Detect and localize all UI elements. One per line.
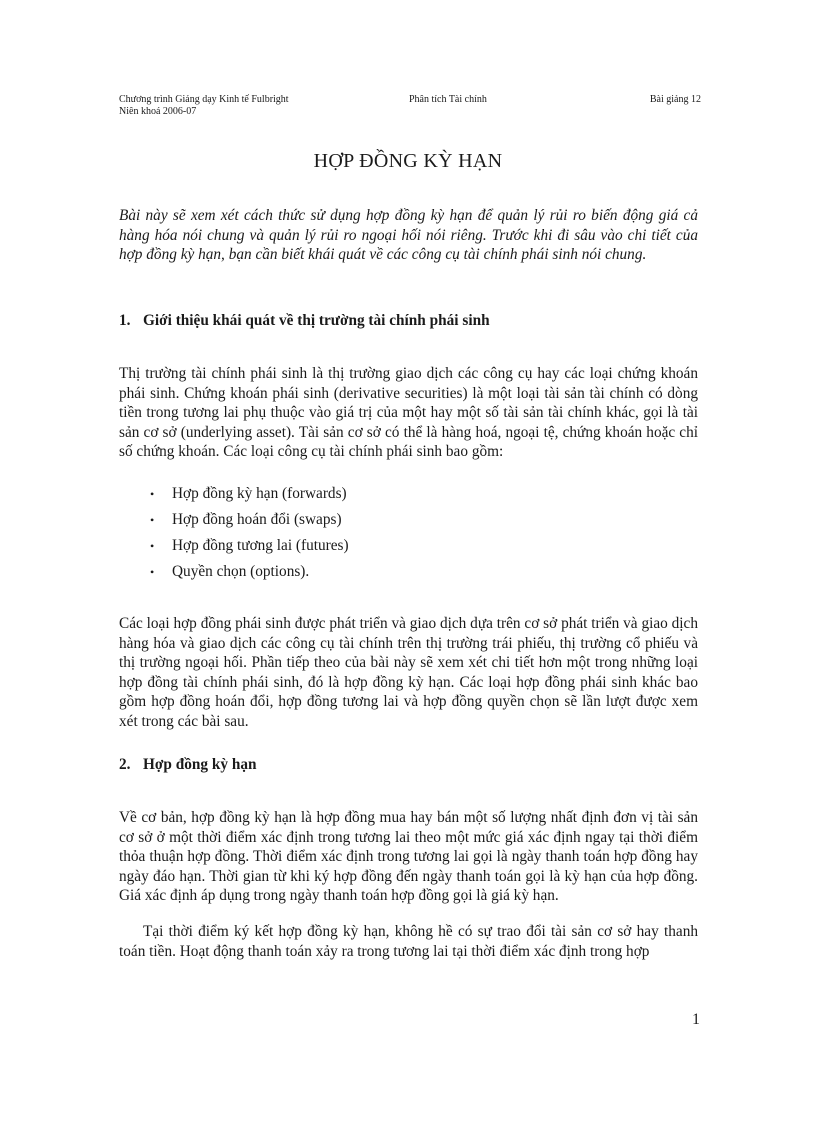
section-2-paragraph-2: Tại thời điểm ký kết hợp đồng kỳ hạn, không hề có sự trao đổi tài sản cơ sở hay thanh toán tiền. Hoạt động thanh toán xảy ra trong tương lai tại thời điểm xác định trong hợp — [119, 923, 698, 960]
bullet-icon: • — [150, 565, 155, 579]
abstract: Bài này sẽ xem xét cách thức sử dụng hợp đồng kỳ hạn để quản lý rủi ro biến động giá cả hàng hóa nói chung và quản lý rủi ro ngoại hối nói riêng. Trước khi đi sâu vào chi tiết của hợp đồng kỳ hạn, bạn cần biết khái quát về các công cụ tài chính phái sinh nói chung. — [119, 207, 698, 264]
section-1-paragraph-2: Các loại hợp đồng phái sinh được phát triển và giao dịch dựa trên cơ sở phát triển và giao dịch hàng hóa và giao dịch các công cụ tài chính trên thị trường trái phiếu, thị trường cổ phiếu và thị trường ngoại hối. Phần tiếp theo của bài này sẽ xem xét chi tiết hơn một trong những loại hợp đồng tài chính phái sinh, đó là hợp đồng kỳ hạn. Các loại hợp đồng phái sinh khác bao gồm hợp đồng hoán đổi, hợp đồng tương lai và hợp đồng quyền chọn sẽ lần lượt được xem xét trong các bài sau. — [119, 615, 698, 730]
header-left — [119, 94, 289, 118]
bullet-icon: • — [150, 539, 155, 553]
section-1-number: 1. — [119, 312, 131, 329]
list-item: • Hợp đồng kỳ hạn (forwards) — [150, 485, 347, 502]
header-program: Chương trình Giảng dạy Kinh tế Fulbright — [119, 94, 289, 105]
page-header — [119, 94, 701, 124]
header-year: Niên khoá 2006-07 — [119, 106, 197, 117]
header-lecture: Bài giảng 12 — [649, 94, 701, 105]
derivatives-list — [150, 484, 349, 588]
section-2-paragraph-1: Về cơ bản, hợp đồng kỳ hạn là hợp đồng mua hay bán một số lượng nhất định đơn vị tài sản cơ sở ở một thời điểm xác định trong tương lai theo một mức giá xác định ngay tại thời điểm thỏa thuận hợp đồng. Thời điểm xác định trong tương lai gọi là ngày thanh toán hợp đồng hay ngày đáo hạn. Thời gian từ khi ký hợp đồng đến ngày thanh toán gọi là kỳ hạn của hợp đồng. Giá xác định áp dụng trong ngày thanh toán hợp đồng gọi là giá kỳ hạn. — [119, 809, 698, 905]
section-2-title: Hợp đồng kỳ hạn — [143, 756, 257, 773]
section-1-paragraph-1: Thị trường tài chính phái sinh là thị trường giao dịch các công cụ hay các loại chứng khoán phái sinh. Chứng khoán phái sinh (derivative securities) là một loại tài sản tài chính có dòng tiền trong tương lai phụ thuộc vào giá trị của một hay một số tài sản tài chính khác, gọi là tài sản cơ sở (underlying asset). Tài sản cơ sở có thể là hàng hoá, ngoại tệ, chứng khoán hoặc chỉ số chứng khoán. Các loại công cụ tài chính phái sinh bao gồm: — [119, 365, 698, 461]
header-course: Phân tích Tài chính — [409, 94, 487, 105]
section-2-heading — [119, 756, 256, 774]
page-number: 1 — [692, 1011, 700, 1028]
list-item: • Quyền chọn (options). — [150, 563, 310, 580]
bullet-icon: • — [150, 513, 155, 527]
section-2-number: 2. — [119, 756, 131, 773]
list-item: • Hợp đồng tương lai (futures) — [150, 537, 349, 554]
bullet-icon: • — [150, 487, 155, 501]
section-1-heading — [119, 312, 490, 330]
page-title: HỢP ĐỒNG KỲ HẠN — [313, 150, 503, 172]
list-item: • Hợp đồng hoán đổi (swaps) — [150, 511, 342, 528]
section-1-title: Giới thiệu khái quát về thị trường tài chính phái sinh — [143, 312, 490, 329]
